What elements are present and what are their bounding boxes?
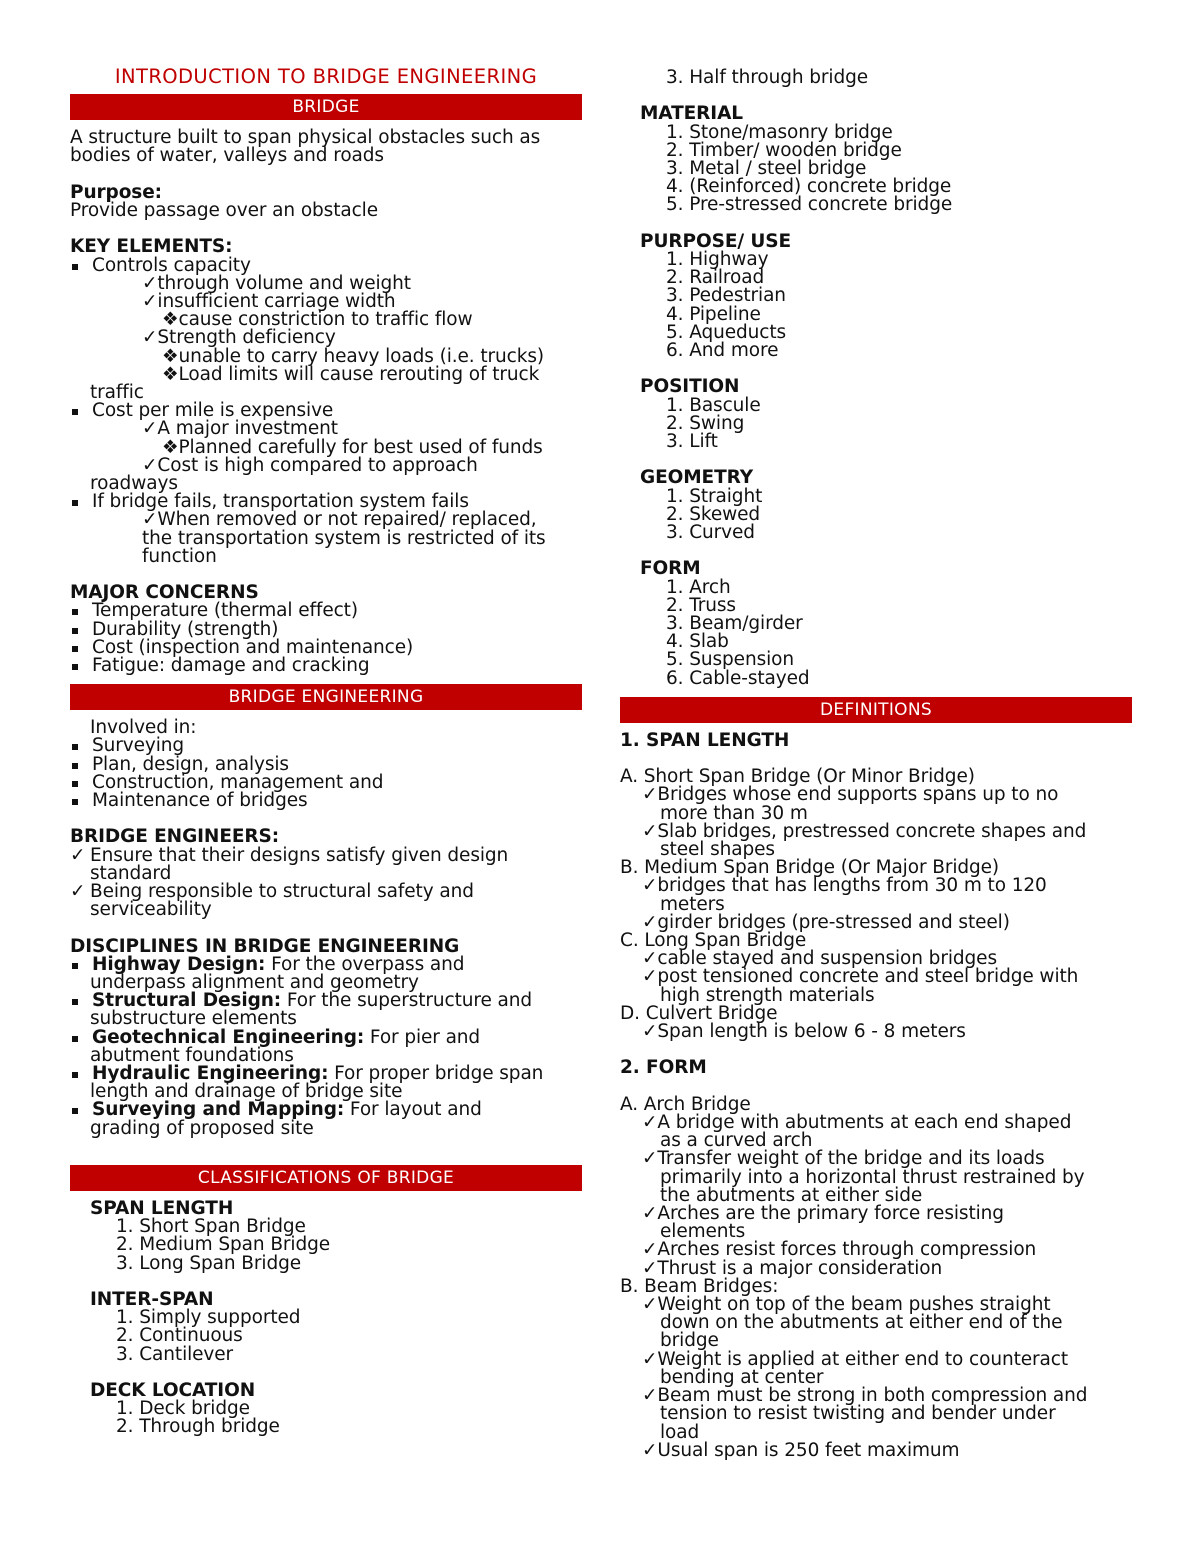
discipline-item: Highway Design: For the overpass and <box>70 956 582 974</box>
discipline-item: Structural Design: For the superstructure and <box>70 992 582 1010</box>
discipline-item-cont: substructure elements <box>90 1008 297 1030</box>
list-item: Temperature (thermal effect) <box>70 602 582 620</box>
list-item: 3. Cantilever <box>116 1343 234 1365</box>
list-item: Plan, design, analysis <box>70 756 582 774</box>
list-item: 3. Curved <box>666 522 755 544</box>
list-item: 2. Truss <box>666 594 736 616</box>
left-column <box>70 64 582 1437</box>
right-column <box>620 64 1132 1460</box>
banner-classifications: CLASSIFICATIONS OF BRIDGE <box>70 1165 582 1191</box>
list-item: 1. Highway <box>666 249 769 270</box>
list-item: 1. Simply supported <box>116 1307 301 1329</box>
list-item: 2. Railroad <box>666 267 765 289</box>
check-item: ✓Strength deficiency <box>142 327 336 349</box>
list-item: 1. Stone/masonry bridge <box>666 121 893 143</box>
diamond-item: ❖cause constriction to traffic flow <box>162 309 473 331</box>
inter-span-heading: INTER-SPAN <box>90 1289 214 1311</box>
check-item: ✓Arches are the primary force resisting <box>642 1203 1004 1225</box>
purpose-use-heading: PURPOSE/ USE <box>640 230 792 252</box>
list-item: 5. Suspension <box>666 649 795 671</box>
list-item: If bridge fails, transportation system fails <box>70 493 582 511</box>
definition-item: D. Culvert Bridge <box>620 1002 778 1024</box>
definition-item: A. Short Span Bridge (Or Minor Bridge) <box>620 766 975 788</box>
list-item: Durability (strength) <box>70 621 582 639</box>
span-length-heading: SPAN LENGTH <box>90 1198 234 1220</box>
check-item: ✓Cost is high compared to approach <box>142 454 478 476</box>
list-item: 5. Pre-stressed concrete bridge <box>666 194 953 216</box>
check-item: ✓post tensioned concrete and steel bridge with <box>642 966 1079 988</box>
definition-item: B. Beam Bridges: <box>620 1275 779 1297</box>
form-heading: FORM <box>640 558 701 580</box>
diamond-icon: ❖ <box>162 436 179 458</box>
list-item: 4. (Reinforced) concrete bridge <box>666 176 952 198</box>
list-item: 1. Deck bridge <box>116 1398 250 1420</box>
form-def-heading: 2. FORM <box>620 1057 707 1079</box>
check-item: ✓Beam must be strong in both compression and <box>642 1385 1088 1407</box>
check-item: ✓through volume and weight <box>142 272 411 294</box>
list-item: 1. Bascule <box>666 394 761 416</box>
check-item: ✓bridges that has lengths from 30 m to 120 <box>642 875 1047 897</box>
list-item: 2. Timber/ wooden bridge <box>666 139 902 161</box>
check-item-cont: roadways <box>90 473 178 495</box>
list-item: Construction, management and <box>70 774 582 792</box>
check-item: ✓Usual span is 250 feet maximum <box>642 1439 960 1461</box>
list-item: Maintenance of bridges <box>70 792 582 810</box>
banner-bridge: BRIDGE <box>70 94 582 120</box>
list-item: 3. Half through bridge <box>666 67 869 88</box>
purpose-text: Provide passage over an obstacle <box>70 200 379 221</box>
check-item-cont: high strength materials <box>660 984 875 1006</box>
geometry-heading: GEOMETRY <box>640 467 754 489</box>
purpose-heading: Purpose: <box>70 181 162 203</box>
list-item: 3. Lift <box>666 431 718 453</box>
list-item: Surveying <box>70 737 582 755</box>
check-item-cont: steel shapes <box>660 839 775 861</box>
check-item: ✓Arches resist forces through compression <box>642 1239 1037 1261</box>
diamond-item: ❖unable to carry heavy loads (i.e. trucks) <box>162 345 544 367</box>
check-item-cont: tension to resist twisting and bender under <box>660 1403 1056 1425</box>
diamond-icon: ❖ <box>162 363 179 385</box>
diamond-icon: ❖ <box>162 309 179 331</box>
deck-location-heading: DECK LOCATION <box>90 1380 256 1402</box>
check-item-cont: the abutments at either side <box>660 1184 923 1206</box>
list-item: 2. Medium Span Bridge <box>116 1234 331 1256</box>
check-item-cont: down on the abutments at either end of the <box>660 1312 1063 1334</box>
discipline-item: Geotechnical Engineering: For pier and <box>70 1029 582 1047</box>
discipline-item: Hydraulic Engineering: For proper bridge span <box>70 1065 582 1083</box>
check-item-cont: bridge <box>660 1330 719 1352</box>
list-item: Cost per mile is expensive <box>70 402 582 420</box>
check-item: ✓Bridges whose end supports spans up to no <box>642 784 1059 806</box>
list-item: Cost (inspection and maintenance) <box>70 639 582 657</box>
bridge-definition-cont: bodies of water, valleys and roads <box>70 145 384 167</box>
check-item: ✓Transfer weight of the bridge and its loads <box>642 1148 1045 1170</box>
banner-bridge-engineering: BRIDGE ENGINEERING <box>70 684 582 710</box>
check-item: ✓Span length is below 6 - 8 meters <box>642 1021 966 1043</box>
check-item: ✓Thrust is a major consideration <box>642 1257 943 1279</box>
check-item: ✓ Being responsible to structural safety and <box>70 881 474 903</box>
check-item-cont: as a curved arch <box>660 1130 813 1152</box>
check-item: ✓Slab bridges, prestressed concrete shapes and <box>642 820 1087 842</box>
list-item: 2. Continuous <box>116 1325 243 1347</box>
material-heading: MATERIAL <box>640 103 743 125</box>
key-elements-heading: KEY ELEMENTS: <box>70 236 233 258</box>
definition-item: B. Medium Span Bridge (Or Major Bridge) <box>620 857 1000 879</box>
disciplines-heading: DISCIPLINES IN BRIDGE ENGINEERING <box>70 935 460 957</box>
check-item-cont: more than 30 m <box>660 802 808 824</box>
diamond-icon: ❖ <box>162 345 179 367</box>
diamond-item: ❖Load limits will cause rerouting of truck <box>162 363 540 385</box>
list-item: 2. Swing <box>666 412 745 434</box>
discipline-item-cont: length and drainage of bridge site <box>90 1081 403 1103</box>
banner-definitions: DEFINITIONS <box>620 697 1132 723</box>
check-item-cont: primarily into a horizontal thrust restrained by <box>660 1166 1085 1188</box>
check-item: ✓A bridge with abutments at each end shaped <box>642 1112 1072 1134</box>
list-item: Fatigue: damage and cracking <box>70 657 582 675</box>
definition-item: A. Arch Bridge <box>620 1093 751 1115</box>
document-title: INTRODUCTION TO BRIDGE ENGINEERING <box>114 65 538 88</box>
list-item: 5. Aqueducts <box>666 321 787 343</box>
check-item: ✓girder bridges (pre-stressed and steel) <box>642 911 1010 933</box>
discipline-item-cont: grading of proposed site <box>90 1117 314 1139</box>
discipline-item-cont: abutment foundations <box>90 1044 294 1066</box>
check-item: ✓insufficient carriage width <box>142 291 396 312</box>
bridge-engineers-heading: BRIDGE ENGINEERS: <box>70 826 280 848</box>
span-length-def-heading: 1. SPAN LENGTH <box>620 729 790 751</box>
check-item-cont: meters <box>660 893 725 915</box>
check-item-cont: function <box>142 545 217 567</box>
check-item-cont: elements <box>660 1221 746 1243</box>
diamond-item-cont: traffic <box>90 382 144 404</box>
list-item: 1. Short Span Bridge <box>116 1216 306 1238</box>
list-item: 2. Through bridge <box>116 1416 280 1438</box>
check-item: ✓When removed or not repaired/ replaced, <box>142 509 537 531</box>
discipline-item: Surveying and Mapping: For layout and <box>70 1101 582 1119</box>
list-item: 4. Pipeline <box>666 303 761 325</box>
check-item-cont: bending at center <box>660 1366 824 1388</box>
list-item: 2. Skewed <box>666 503 761 525</box>
list-item: 6. Cable-stayed <box>666 667 810 689</box>
check-item: ✓cable stayed and suspension bridges <box>642 948 997 970</box>
check-item: ✓A major investment <box>142 418 338 440</box>
discipline-item-cont: underpass alignment and geometry <box>90 972 419 994</box>
list-item: 1. Arch <box>666 576 731 598</box>
check-item-cont: standard <box>90 862 172 884</box>
list-item: 1. Straight <box>666 485 763 507</box>
diamond-item: ❖Planned carefully for best used of funds <box>162 436 543 458</box>
position-heading: POSITION <box>640 376 740 398</box>
list-item: 3. Beam/girder <box>666 613 803 635</box>
definition-item: C. Long Span Bridge <box>620 930 807 952</box>
check-item: ✓Weight on top of the beam pushes straight <box>642 1294 1051 1316</box>
list-item: Controls capacity <box>70 257 582 275</box>
check-item: ✓ Ensure that their designs satisfy given design <box>70 844 509 866</box>
check-item-cont: load <box>660 1421 700 1443</box>
list-item: 3. Pedestrian <box>666 285 786 307</box>
list-item: 4. Slab <box>666 631 729 653</box>
bridge-definition: A structure built to span physical obstacles such as <box>70 127 541 149</box>
check-item-cont: serviceability <box>90 899 212 921</box>
involved-label: Involved in: <box>90 717 197 739</box>
list-item: 3. Long Span Bridge <box>116 1252 302 1274</box>
list-item: 6. And more <box>666 340 779 362</box>
check-item-cont: the transportation system is restricted of its <box>142 527 546 549</box>
check-item: ✓Weight is applied at either end to counteract <box>642 1348 1068 1370</box>
major-concerns-heading: MAJOR CONCERNS <box>70 582 259 604</box>
list-item: 3. Metal / steel bridge <box>666 158 867 179</box>
